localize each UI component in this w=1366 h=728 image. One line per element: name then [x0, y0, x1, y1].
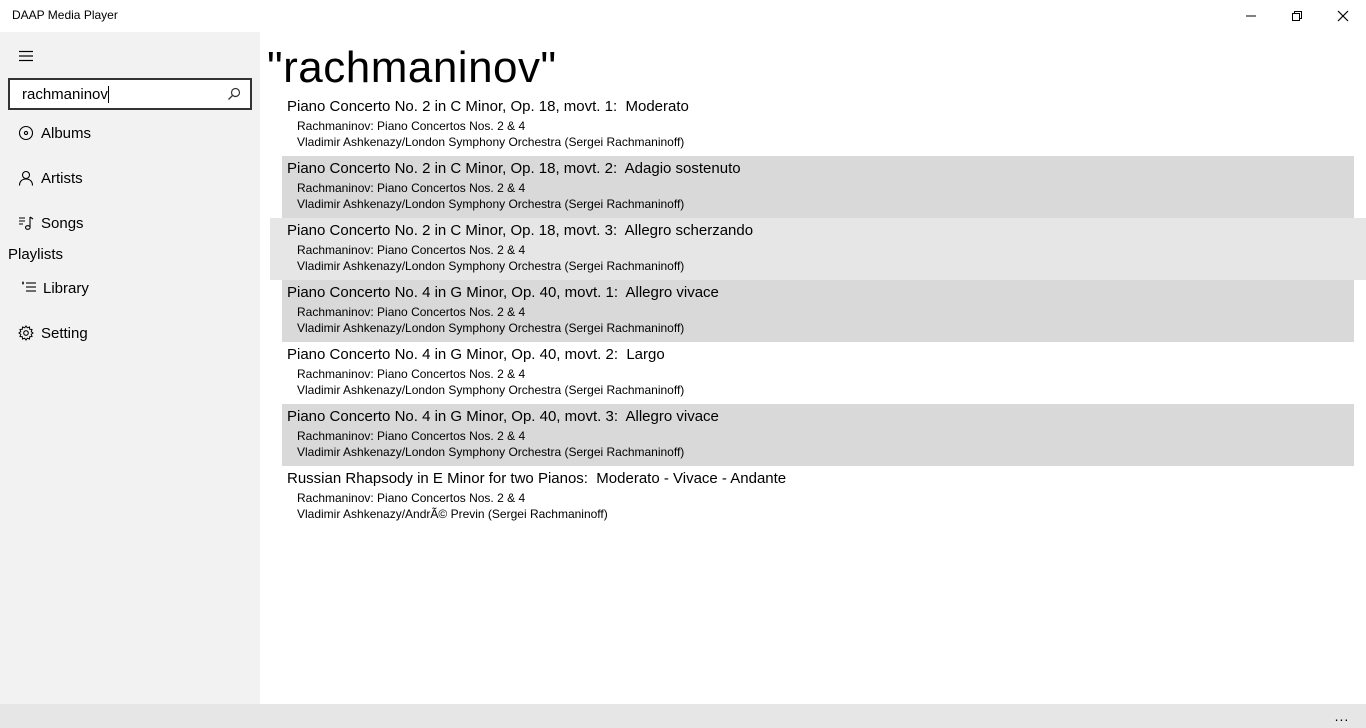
gear-icon [17, 324, 35, 342]
close-button[interactable] [1320, 0, 1366, 32]
song-artist: Vladimir Ashkenazy/London Symphony Orchestra (Sergei Rachmaninoff) [297, 259, 685, 273]
more-options-button[interactable]: ... [1334, 708, 1350, 724]
sidebar-item-label: Songs [41, 214, 84, 232]
album-icon [17, 124, 35, 142]
song-artist: Vladimir Ashkenazy/London Symphony Orchestra (Sergei Rachmaninoff) [297, 197, 685, 211]
playlists-section-label: Playlists [8, 246, 64, 263]
song-row[interactable] [282, 94, 1354, 156]
sidebar-item-label: Albums [41, 124, 92, 142]
song-album: Rachmaninov: Piano Concertos Nos. 2 & 4 [297, 429, 526, 443]
sidebar-item-albums[interactable] [0, 113, 260, 153]
hamburger-menu-button[interactable] [8, 42, 44, 70]
song-album: Rachmaninov: Piano Concertos Nos. 2 & 4 [297, 243, 526, 257]
song-title: Piano Concerto No. 2 in C Minor, Op. 18, movt. 3: Allegro scherzando [287, 222, 754, 239]
song-album: Rachmaninov: Piano Concertos Nos. 2 & 4 [297, 367, 526, 381]
sidebar-item-setting[interactable] [0, 313, 260, 353]
hamburger-icon [18, 50, 34, 62]
app-title: DAAP Media Player [12, 8, 118, 22]
minimize-icon [1245, 10, 1257, 22]
song-row[interactable] [282, 466, 1354, 528]
song-row[interactable] [270, 218, 1366, 280]
song-artist: Vladimir Ashkenazy/London Symphony Orchestra (Sergei Rachmaninoff) [297, 321, 685, 335]
song-row[interactable] [282, 156, 1354, 218]
song-title: Piano Concerto No. 2 in C Minor, Op. 18, movt. 1: Moderato [287, 98, 689, 115]
person-icon [17, 169, 35, 187]
song-row[interactable] [282, 404, 1354, 466]
music-note-icon [17, 214, 35, 232]
song-row[interactable] [282, 342, 1354, 404]
song-row[interactable] [282, 280, 1354, 342]
song-title: Piano Concerto No. 2 in C Minor, Op. 18, movt. 2: Adagio sostenuto [287, 160, 741, 177]
minimize-button[interactable] [1228, 0, 1274, 32]
song-album: Rachmaninov: Piano Concertos Nos. 2 & 4 [297, 119, 526, 133]
sidebar-item-artists[interactable] [0, 158, 260, 198]
song-album: Rachmaninov: Piano Concertos Nos. 2 & 4 [297, 305, 526, 319]
search-box [8, 78, 252, 110]
song-artist: Vladimir Ashkenazy/London Symphony Orchestra (Sergei Rachmaninoff) [297, 135, 685, 149]
song-album: Rachmaninov: Piano Concertos Nos. 2 & 4 [297, 491, 526, 505]
song-title: Piano Concerto No. 4 in G Minor, Op. 40, movt. 3: Allegro vivace [287, 408, 719, 425]
text-caret [108, 86, 109, 103]
sidebar-item-label: Setting [41, 324, 88, 342]
search-input[interactable] [10, 80, 232, 108]
restore-icon [1291, 10, 1303, 22]
song-artist: Vladimir Ashkenazy/London Symphony Orchestra (Sergei Rachmaninoff) [297, 383, 685, 397]
close-icon [1337, 10, 1349, 22]
main-content [260, 32, 1366, 704]
song-artist: Vladimir Ashkenazy/London Symphony Orchestra (Sergei Rachmaninoff) [297, 445, 685, 459]
restore-button[interactable] [1274, 0, 1320, 32]
page-title: "rachmaninov" [267, 43, 557, 92]
search-icon [227, 87, 241, 101]
search-button[interactable] [222, 82, 246, 106]
sidebar [0, 32, 260, 704]
title-bar [0, 0, 1366, 32]
sidebar-item-songs[interactable] [0, 203, 260, 243]
sidebar-item-label: Artists [41, 169, 83, 187]
song-title: Russian Rhapsody in E Minor for two Pianos: Moderato - Vivace - Andante [287, 470, 787, 487]
song-title: Piano Concerto No. 4 in G Minor, Op. 40, movt. 2: Largo [287, 346, 665, 363]
list-icon [20, 279, 38, 297]
bottom-app-bar [0, 704, 1366, 728]
song-album: Rachmaninov: Piano Concertos Nos. 2 & 4 [297, 181, 526, 195]
sidebar-item-label: Library [43, 279, 89, 297]
sidebar-item-library[interactable] [0, 268, 260, 308]
song-artist: Vladimir Ashkenazy/AndrÃ© Previn (Sergei Rachmaninoff) [297, 507, 608, 521]
song-title: Piano Concerto No. 4 in G Minor, Op. 40, movt. 1: Allegro vivace [287, 284, 719, 301]
